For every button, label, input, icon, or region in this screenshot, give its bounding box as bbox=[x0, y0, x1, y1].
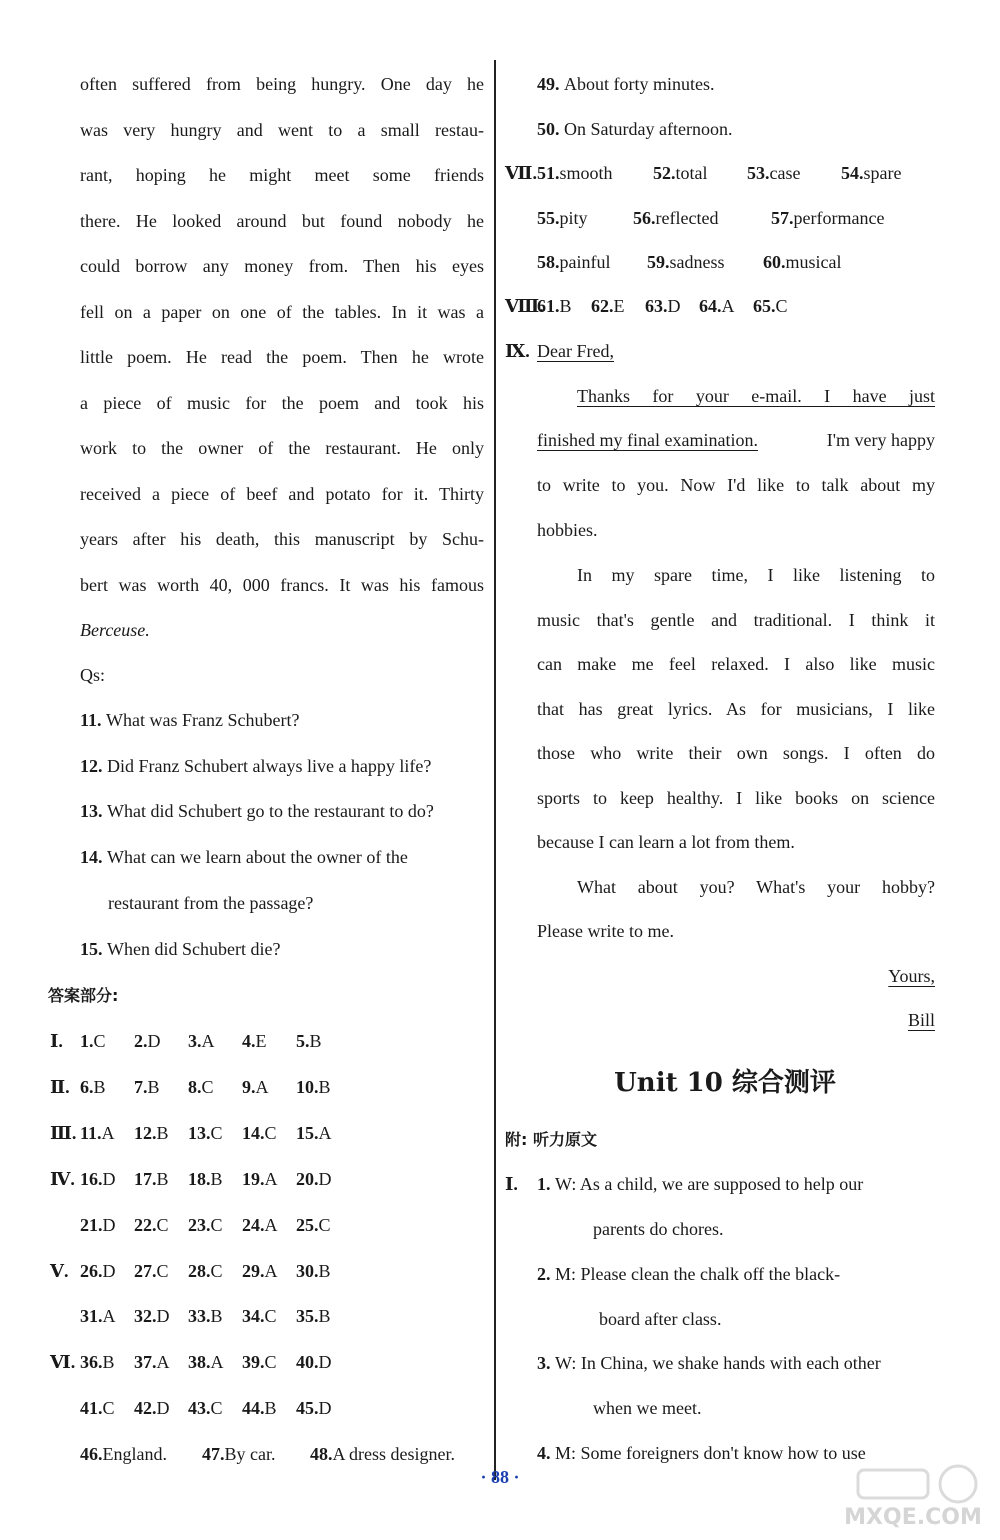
letter-line: hobbies. bbox=[537, 520, 598, 540]
passage-line: there. He looked around but found nobody he bbox=[80, 210, 484, 231]
answer-number: 41. bbox=[80, 1398, 103, 1419]
answer-item bbox=[537, 250, 647, 274]
speaker: W: bbox=[555, 1353, 581, 1373]
letter-underlined-text: finished my final examination. bbox=[537, 430, 758, 450]
dot-right: · bbox=[513, 1467, 520, 1487]
listening-item bbox=[505, 1172, 935, 1196]
answer-value: D bbox=[102, 1214, 116, 1235]
answer-value: sadness bbox=[669, 252, 725, 272]
answer-number: 25. bbox=[296, 1214, 319, 1235]
answer-number: 54. bbox=[841, 163, 864, 183]
passage-last-line: Berceuse. bbox=[80, 620, 150, 640]
question-item bbox=[80, 937, 280, 961]
answer-number: 27. bbox=[134, 1260, 157, 1281]
answer-value: C bbox=[156, 1214, 169, 1235]
answer-item bbox=[653, 161, 747, 185]
unit-title: Unit 10 综合测评 bbox=[614, 1068, 836, 1098]
letter-text: I'm very happy bbox=[826, 430, 935, 450]
match-answers bbox=[505, 294, 807, 318]
speaker: W: bbox=[555, 1174, 580, 1194]
question-item bbox=[80, 754, 431, 778]
letter-line: music that's gentle and traditional. I think it bbox=[537, 609, 935, 630]
answer-number: 6. bbox=[80, 1076, 94, 1097]
answer-item bbox=[80, 1259, 134, 1283]
answer-value: C bbox=[264, 1352, 277, 1373]
answer-value: C bbox=[201, 1076, 214, 1097]
answer-value: D bbox=[147, 1031, 161, 1051]
answer-number: 52. bbox=[653, 163, 676, 183]
answer-row bbox=[50, 1121, 350, 1145]
listening-heading: 附: 听力原文 bbox=[505, 1130, 597, 1149]
item-number: 2. bbox=[537, 1263, 555, 1284]
answer-number: 49. bbox=[537, 74, 564, 94]
answer-item bbox=[188, 1213, 242, 1237]
answer-value: A bbox=[264, 1214, 278, 1235]
answer-item bbox=[296, 1029, 350, 1053]
speaker: M: bbox=[555, 1442, 581, 1463]
answer-value: E bbox=[613, 296, 625, 316]
answer-item bbox=[242, 1029, 296, 1053]
passage-line: work to the owner of the restaurant. He only bbox=[80, 438, 484, 458]
answer-number: 16. bbox=[80, 1168, 103, 1189]
answer-value: A bbox=[721, 296, 735, 316]
short-answer bbox=[537, 117, 732, 141]
answer-item bbox=[188, 1350, 242, 1374]
column-divider bbox=[494, 60, 496, 1480]
answer-item bbox=[202, 1442, 310, 1466]
answer-item bbox=[80, 1304, 134, 1328]
answer-item bbox=[134, 1396, 188, 1420]
answer-value: B bbox=[264, 1398, 277, 1419]
answer-number: 24. bbox=[242, 1214, 265, 1235]
question-text: When did Schubert die? bbox=[107, 938, 281, 959]
answer-number: 19. bbox=[242, 1168, 265, 1189]
answer-number: 45. bbox=[296, 1398, 319, 1419]
answer-item bbox=[242, 1259, 296, 1283]
passage-line: a piece of music for the poem and took his bbox=[80, 392, 484, 413]
answer-value: On Saturday afternoon. bbox=[564, 119, 733, 139]
qs-label: Qs: bbox=[80, 665, 106, 685]
question-item bbox=[80, 845, 408, 869]
question-item bbox=[80, 708, 299, 732]
vocab-row bbox=[505, 250, 873, 274]
letter-greeting: Dear Fred, bbox=[537, 341, 614, 361]
vocab-row bbox=[505, 161, 931, 185]
answer-value: B bbox=[156, 1168, 169, 1189]
answer-value: C bbox=[210, 1122, 223, 1143]
answer-value: A bbox=[101, 1122, 115, 1143]
question-number: 12. bbox=[80, 755, 107, 776]
question-text: restaurant from the passage? bbox=[108, 892, 314, 913]
answer-item bbox=[771, 206, 911, 230]
question-number: 13. bbox=[80, 801, 107, 822]
answer-item bbox=[80, 1442, 202, 1466]
answer-item bbox=[296, 1350, 350, 1374]
passage-line: was very hungry and went to a small restau- bbox=[80, 119, 484, 140]
answer-item bbox=[134, 1304, 188, 1328]
answer-number: 3. bbox=[188, 1031, 202, 1051]
letter-line: Please write to me. bbox=[537, 921, 674, 941]
answer-number: 33. bbox=[188, 1306, 211, 1327]
answer-number: 51. bbox=[537, 163, 560, 183]
answer-value: B bbox=[93, 1076, 106, 1097]
answers-heading: 答案部分: bbox=[48, 986, 119, 1005]
answer-row bbox=[50, 1259, 350, 1283]
answer-value: musical bbox=[785, 252, 842, 272]
answer-value: A dress designer. bbox=[332, 1444, 455, 1464]
answer-value: D bbox=[318, 1352, 332, 1373]
answer-value: D bbox=[156, 1306, 170, 1327]
answer-item bbox=[537, 206, 633, 230]
question-item bbox=[108, 891, 313, 915]
item-number: 3. bbox=[537, 1353, 555, 1373]
answer-item bbox=[80, 1121, 134, 1145]
transcript-text: In China, we shake hands with each other bbox=[580, 1353, 881, 1373]
letter-greeting-line bbox=[505, 339, 614, 363]
answer-number: 34. bbox=[242, 1306, 265, 1327]
passage-line: often suffered from being hungry. One day he bbox=[80, 74, 484, 94]
answer-item bbox=[242, 1075, 296, 1099]
answer-item bbox=[753, 294, 807, 318]
answer-number: 8. bbox=[188, 1076, 202, 1097]
answer-item bbox=[134, 1259, 188, 1283]
answer-number: 63. bbox=[645, 296, 668, 316]
answer-row bbox=[50, 1396, 350, 1420]
answer-item bbox=[296, 1075, 350, 1099]
item-number: 4. bbox=[537, 1442, 555, 1463]
answer-value: A bbox=[102, 1306, 116, 1327]
answer-number: 5. bbox=[296, 1031, 310, 1051]
answer-number: 35. bbox=[296, 1306, 319, 1327]
answer-item bbox=[296, 1167, 350, 1191]
answer-item bbox=[188, 1259, 242, 1283]
answer-value: B bbox=[156, 1122, 169, 1143]
passage-line: rant, hoping he might meet some friends bbox=[80, 165, 484, 185]
transcript-continuation: when we meet. bbox=[593, 1398, 702, 1418]
answer-item bbox=[188, 1304, 242, 1328]
answer-row bbox=[50, 1029, 350, 1053]
answer-number: 59. bbox=[647, 252, 670, 272]
answer-number: 36. bbox=[80, 1352, 103, 1373]
page-number bbox=[450, 1467, 550, 1488]
answer-value: C bbox=[210, 1260, 223, 1281]
answer-value: C bbox=[156, 1260, 169, 1281]
answer-value: C bbox=[210, 1398, 223, 1419]
roman-numeral: Ⅰ. bbox=[50, 1031, 63, 1051]
answer-number: 58. bbox=[537, 252, 560, 272]
answer-item bbox=[242, 1304, 296, 1328]
letter-line: What about you? What's your hobby? bbox=[577, 877, 935, 897]
answer-item bbox=[296, 1259, 350, 1283]
roman-numeral: Ⅱ. bbox=[50, 1076, 70, 1097]
answer-value: A bbox=[201, 1031, 215, 1051]
answer-item bbox=[242, 1396, 296, 1420]
answer-number: 60. bbox=[763, 252, 786, 272]
answer-number: 62. bbox=[591, 296, 614, 316]
passage-line: little poem. He read the poem. Then he wrote bbox=[80, 347, 484, 367]
question-text: What was Franz Schubert? bbox=[106, 710, 300, 730]
answer-number: 38. bbox=[188, 1352, 211, 1373]
answer-value: pity bbox=[559, 207, 588, 228]
answer-value: D bbox=[102, 1168, 116, 1189]
letter-signature: Bill bbox=[907, 1010, 935, 1030]
answer-item bbox=[80, 1167, 134, 1191]
answer-item bbox=[296, 1396, 350, 1420]
answer-value: D bbox=[318, 1398, 332, 1419]
answer-value: A bbox=[210, 1352, 224, 1373]
answer-row bbox=[50, 1304, 350, 1328]
roman-numeral: Ⅳ. bbox=[50, 1168, 75, 1189]
answer-item bbox=[296, 1213, 350, 1237]
answer-number: 56. bbox=[633, 207, 656, 228]
answer-item bbox=[537, 161, 653, 185]
answer-number: 13. bbox=[188, 1122, 211, 1143]
answer-item bbox=[134, 1350, 188, 1374]
answer-number: 26. bbox=[80, 1260, 103, 1281]
answer-value: B bbox=[210, 1168, 223, 1189]
answer-item bbox=[242, 1121, 296, 1145]
answer-item bbox=[242, 1213, 296, 1237]
answer-number: 64. bbox=[699, 296, 722, 316]
answer-value: B bbox=[318, 1260, 331, 1281]
item-number: 1. bbox=[537, 1174, 555, 1194]
vocab-row bbox=[505, 206, 911, 230]
answer-value: C bbox=[93, 1031, 106, 1051]
answer-number: 46. bbox=[80, 1444, 103, 1464]
answer-item bbox=[188, 1167, 242, 1191]
answer-number: 23. bbox=[188, 1214, 211, 1235]
transcript-continuation: parents do chores. bbox=[593, 1219, 724, 1239]
answer-item bbox=[296, 1121, 350, 1145]
answer-item bbox=[134, 1029, 188, 1053]
answer-number: 48. bbox=[310, 1444, 333, 1464]
roman-numeral: Ⅷ. bbox=[505, 296, 544, 316]
dot-left: · bbox=[480, 1467, 487, 1487]
passage-line: fell on a paper on one of the tables. In it was a bbox=[80, 301, 484, 322]
page-number-value: 88 bbox=[491, 1467, 509, 1487]
answer-number: 55. bbox=[537, 207, 560, 228]
answer-row-46-48 bbox=[80, 1442, 490, 1466]
transcript-text: Some foreigners don't know how to use bbox=[580, 1442, 866, 1463]
speaker: M: bbox=[555, 1263, 581, 1284]
answer-value: About forty minutes. bbox=[564, 74, 715, 94]
answer-value: By car. bbox=[224, 1444, 276, 1464]
answer-value: B bbox=[147, 1076, 160, 1097]
answer-item bbox=[242, 1350, 296, 1374]
answer-item bbox=[80, 1213, 134, 1237]
watermark-logo bbox=[838, 1462, 988, 1532]
answer-value: A bbox=[255, 1076, 269, 1097]
answer-number: 57. bbox=[771, 207, 794, 228]
answer-item bbox=[134, 1121, 188, 1145]
answer-number: 29. bbox=[242, 1260, 265, 1281]
answer-item bbox=[188, 1396, 242, 1420]
answer-value: B bbox=[318, 1306, 331, 1327]
answer-value: A bbox=[156, 1352, 170, 1373]
answer-number: 32. bbox=[134, 1306, 157, 1327]
letter-line: In my spare time, I like listening to bbox=[577, 565, 935, 585]
answer-number: 11. bbox=[80, 1122, 102, 1143]
answer-number: 2. bbox=[134, 1031, 148, 1051]
answer-item bbox=[647, 250, 763, 274]
answer-item bbox=[310, 1442, 490, 1466]
short-answer bbox=[537, 72, 715, 96]
answer-value: total bbox=[675, 163, 708, 183]
answer-number: 22. bbox=[134, 1214, 157, 1235]
answer-value: C bbox=[102, 1398, 115, 1419]
roman-numeral: Ⅲ. bbox=[50, 1122, 77, 1143]
answer-number: 61. bbox=[537, 296, 560, 316]
answer-number: 39. bbox=[242, 1352, 265, 1373]
roman-numeral: Ⅸ. bbox=[505, 341, 530, 361]
answer-number: 40. bbox=[296, 1352, 319, 1373]
answer-number: 20. bbox=[296, 1168, 319, 1189]
answer-number: 14. bbox=[242, 1122, 265, 1143]
answer-number: 44. bbox=[242, 1398, 265, 1419]
answer-number: 1. bbox=[80, 1031, 94, 1051]
answer-value: case bbox=[769, 163, 801, 183]
answer-row bbox=[50, 1213, 350, 1237]
answer-value: painful bbox=[559, 252, 611, 272]
answer-item bbox=[188, 1121, 242, 1145]
letter-line: those who write their own songs. I often do bbox=[537, 743, 935, 764]
answer-value: C bbox=[318, 1214, 331, 1235]
answer-value: A bbox=[264, 1260, 278, 1281]
question-number: 15. bbox=[80, 938, 107, 959]
answer-number: 28. bbox=[188, 1260, 211, 1281]
question-text: What can we learn about the owner of the bbox=[107, 847, 408, 868]
answer-item bbox=[645, 294, 699, 318]
answer-value: C bbox=[264, 1306, 277, 1327]
answer-value: reflected bbox=[655, 207, 719, 228]
roman-numeral: Ⅴ. bbox=[50, 1260, 69, 1281]
answer-item bbox=[134, 1213, 188, 1237]
letter-line: that has great lyrics. As for musicians, I like bbox=[537, 698, 935, 719]
answer-number: 15. bbox=[296, 1122, 319, 1143]
answer-value: B bbox=[318, 1076, 331, 1097]
letter-closing: Yours, bbox=[888, 966, 935, 986]
answer-number: 7. bbox=[134, 1076, 148, 1097]
answer-item bbox=[80, 1075, 134, 1099]
letter-line: to write to you. Now I'd like to talk about my bbox=[537, 475, 935, 495]
answer-item bbox=[747, 161, 841, 185]
answer-number: 9. bbox=[242, 1076, 256, 1097]
answer-number: 50. bbox=[537, 119, 564, 139]
transcript-continuation: board after class. bbox=[599, 1308, 722, 1329]
answer-item bbox=[591, 294, 645, 318]
answer-value: England. bbox=[102, 1444, 167, 1464]
letter-line bbox=[537, 428, 935, 452]
answer-number: 47. bbox=[202, 1444, 225, 1464]
answer-number: 18. bbox=[188, 1168, 211, 1189]
listening-item bbox=[537, 1351, 935, 1375]
answer-value: D bbox=[667, 296, 681, 316]
passage-line: received a piece of beef and potato for it. Thirty bbox=[80, 483, 484, 504]
roman-numeral: Ⅶ. bbox=[505, 163, 537, 183]
answer-number: 53. bbox=[747, 163, 770, 183]
question-item bbox=[80, 799, 434, 823]
answer-item bbox=[763, 250, 873, 274]
answer-item bbox=[80, 1029, 134, 1053]
answer-item bbox=[80, 1350, 134, 1374]
answer-value: B bbox=[309, 1031, 322, 1051]
letter-line: because I can learn a lot from them. bbox=[537, 832, 795, 852]
answer-item bbox=[134, 1075, 188, 1099]
answer-value: A bbox=[264, 1168, 278, 1189]
answer-item bbox=[188, 1075, 242, 1099]
letter-line: Thanks for your e-mail. I have just bbox=[577, 386, 935, 406]
answer-value: D bbox=[102, 1260, 116, 1281]
answer-row bbox=[50, 1350, 350, 1374]
answer-row bbox=[50, 1075, 350, 1099]
answer-item bbox=[633, 206, 771, 230]
answer-item bbox=[537, 294, 591, 318]
answer-number: 37. bbox=[134, 1352, 157, 1373]
question-number: 11. bbox=[80, 710, 107, 730]
answer-item bbox=[841, 161, 931, 185]
answer-value: C bbox=[775, 296, 788, 316]
answer-number: 4. bbox=[242, 1031, 256, 1051]
answer-number: 43. bbox=[188, 1398, 211, 1419]
transcript-text: Please clean the chalk off the black- bbox=[580, 1263, 841, 1284]
answer-number: 12. bbox=[134, 1122, 157, 1143]
answer-number: 31. bbox=[80, 1306, 103, 1327]
passage-line: years after his death, this manuscript by Schu- bbox=[80, 529, 484, 549]
answer-number: 65. bbox=[753, 296, 776, 316]
question-text: What did Schubert go to the restaurant to do? bbox=[107, 801, 434, 822]
answer-number: 17. bbox=[134, 1168, 157, 1189]
answer-value: performance bbox=[793, 207, 885, 228]
answer-item bbox=[296, 1304, 350, 1328]
question-number: 14. bbox=[80, 847, 107, 868]
answer-value: spare bbox=[863, 163, 902, 183]
answer-number: 21. bbox=[80, 1214, 103, 1235]
answer-value: C bbox=[264, 1122, 277, 1143]
passage-line: could borrow any money from. Then his eyes bbox=[80, 256, 484, 276]
letter-line: sports to keep healthy. I like books on science bbox=[537, 788, 935, 808]
transcript-text: As a child, we are supposed to help our bbox=[579, 1174, 864, 1194]
answer-value: A bbox=[318, 1122, 332, 1143]
answer-value: B bbox=[559, 296, 572, 316]
listening-item bbox=[537, 1441, 935, 1465]
answer-item bbox=[188, 1029, 242, 1053]
roman-numeral: Ⅵ. bbox=[50, 1352, 76, 1373]
answer-row bbox=[50, 1167, 350, 1191]
svg-text:MXQE.COM: MXQE.COM bbox=[844, 1505, 982, 1530]
answer-value: D bbox=[156, 1398, 170, 1419]
answer-value: C bbox=[210, 1214, 223, 1235]
answer-item bbox=[134, 1167, 188, 1191]
answer-item bbox=[80, 1396, 134, 1420]
answer-number: 30. bbox=[296, 1260, 319, 1281]
listening-item bbox=[537, 1262, 935, 1286]
passage-line: bert was worth 40, 000 francs. It was his famous bbox=[80, 574, 484, 595]
answer-value: E bbox=[255, 1031, 267, 1051]
letter-line: can make me feel relaxed. I also like music bbox=[537, 654, 935, 675]
answer-number: 42. bbox=[134, 1398, 157, 1419]
answer-value: smooth bbox=[559, 163, 613, 183]
answer-value: B bbox=[210, 1306, 223, 1327]
roman-numeral: Ⅰ. bbox=[505, 1174, 518, 1194]
question-text: Did Franz Schubert always live a happy life? bbox=[107, 755, 432, 776]
answer-item bbox=[699, 294, 753, 318]
answer-value: D bbox=[318, 1168, 332, 1189]
answer-number: 10. bbox=[296, 1076, 319, 1097]
answer-item bbox=[242, 1167, 296, 1191]
answer-value: B bbox=[102, 1352, 115, 1373]
